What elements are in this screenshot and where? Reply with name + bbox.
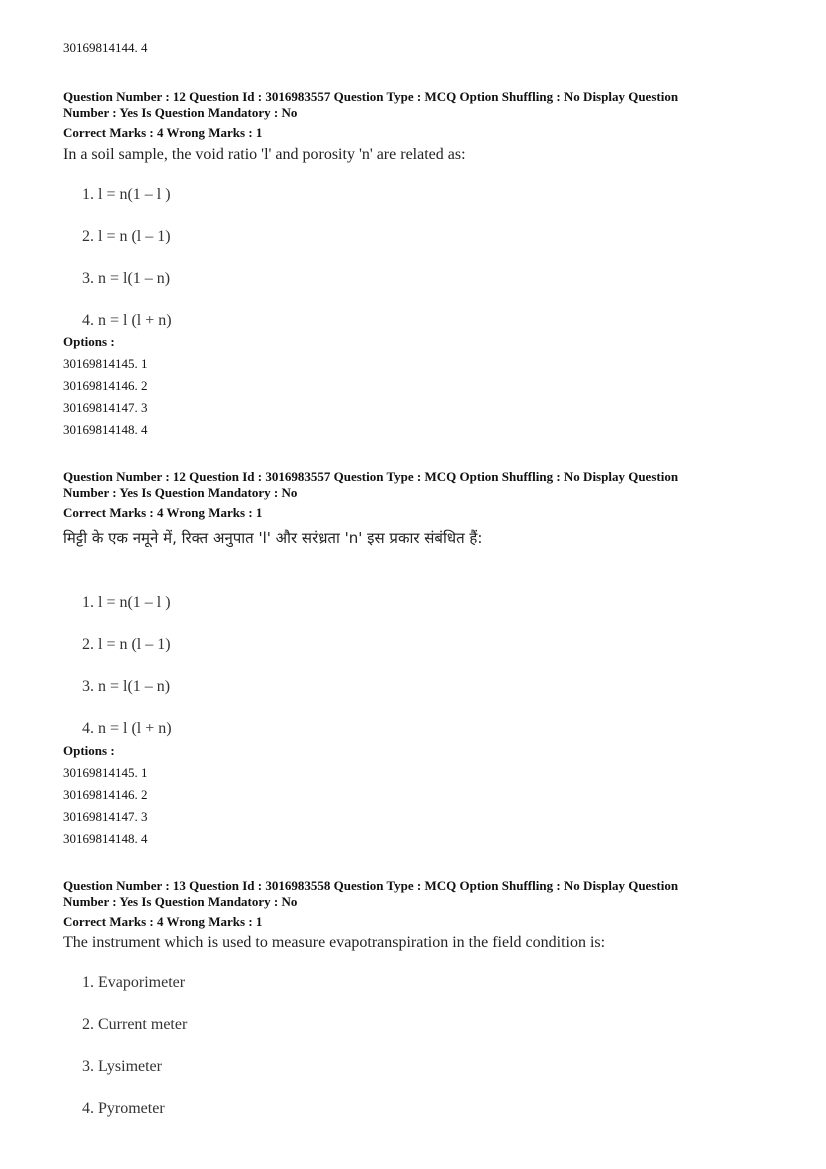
answer-choice: 1. l = n(1 – l )	[82, 186, 171, 203]
option-id-text: 30169814146. 2	[63, 378, 148, 393]
answer-choice: 1. l = n(1 – l )	[82, 594, 171, 611]
option-id-text: 30169814147. 3	[63, 400, 148, 415]
question-meta-line: Question Number : 13 Question Id : 3016983558 Question Type : MCQ Option Shuffling : No Display Question	[63, 878, 679, 893]
question-text: In a soil sample, the void ratio 'l' and porosity 'n' are related as:	[63, 146, 466, 163]
marks-text: Correct Marks : 4 Wrong Marks : 1	[63, 505, 263, 520]
option-id-text: 30169814145. 1	[63, 765, 148, 780]
option-id-text: 30169814145. 1	[63, 356, 148, 371]
answer-choice: 2. l = n (l – 1)	[82, 636, 171, 653]
option-id-text: 30169814148. 4	[63, 422, 148, 437]
question-meta-line: Number : Yes Is Question Mandatory : No	[63, 485, 298, 500]
answer-choice: 3. Lysimeter	[82, 1058, 162, 1075]
options-label: Options :	[63, 743, 115, 758]
question-meta-line: Question Number : 12 Question Id : 3016983557 Question Type : MCQ Option Shuffling : No Display Question	[63, 469, 679, 484]
marks-text: Correct Marks : 4 Wrong Marks : 1	[63, 914, 263, 929]
option-id-text: 30169814148. 4	[63, 831, 148, 846]
question-text: मिट्टी के एक नमूने में, रिक्त अनुपात 'l' और सरंध्रता 'n' इस प्रकार संबंधित हैं:	[63, 529, 483, 547]
answer-choice: 1. Evaporimeter	[82, 974, 186, 991]
option-id-text: 30169814147. 3	[63, 809, 148, 824]
answer-choice: 3. n = l(1 – n)	[82, 678, 171, 695]
answer-choice: 4. Pyrometer	[82, 1100, 165, 1117]
answer-choice: 2. l = n (l – 1)	[82, 228, 171, 245]
answer-choice: 2. Current meter	[82, 1016, 188, 1033]
options-label: Options :	[63, 334, 115, 349]
option-id-text: 30169814144. 4	[63, 40, 148, 55]
question-meta	[63, 469, 763, 501]
question-meta-line: Number : Yes Is Question Mandatory : No	[63, 894, 298, 909]
question-text: The instrument which is used to measure evapotranspiration in the field condition is:	[63, 934, 606, 951]
answer-choice: 3. n = l(1 – n)	[82, 270, 171, 287]
answer-choice: 4. n = l (l + n)	[82, 312, 172, 329]
question-meta-line: Number : Yes Is Question Mandatory : No	[63, 105, 298, 120]
question-meta-line: Question Number : 12 Question Id : 3016983557 Question Type : MCQ Option Shuffling : No Display Question	[63, 89, 679, 104]
answer-choice: 4. n = l (l + n)	[82, 720, 172, 737]
marks-text: Correct Marks : 4 Wrong Marks : 1	[63, 125, 263, 140]
question-meta	[63, 89, 763, 121]
option-id-text: 30169814146. 2	[63, 787, 148, 802]
question-meta	[63, 878, 763, 910]
